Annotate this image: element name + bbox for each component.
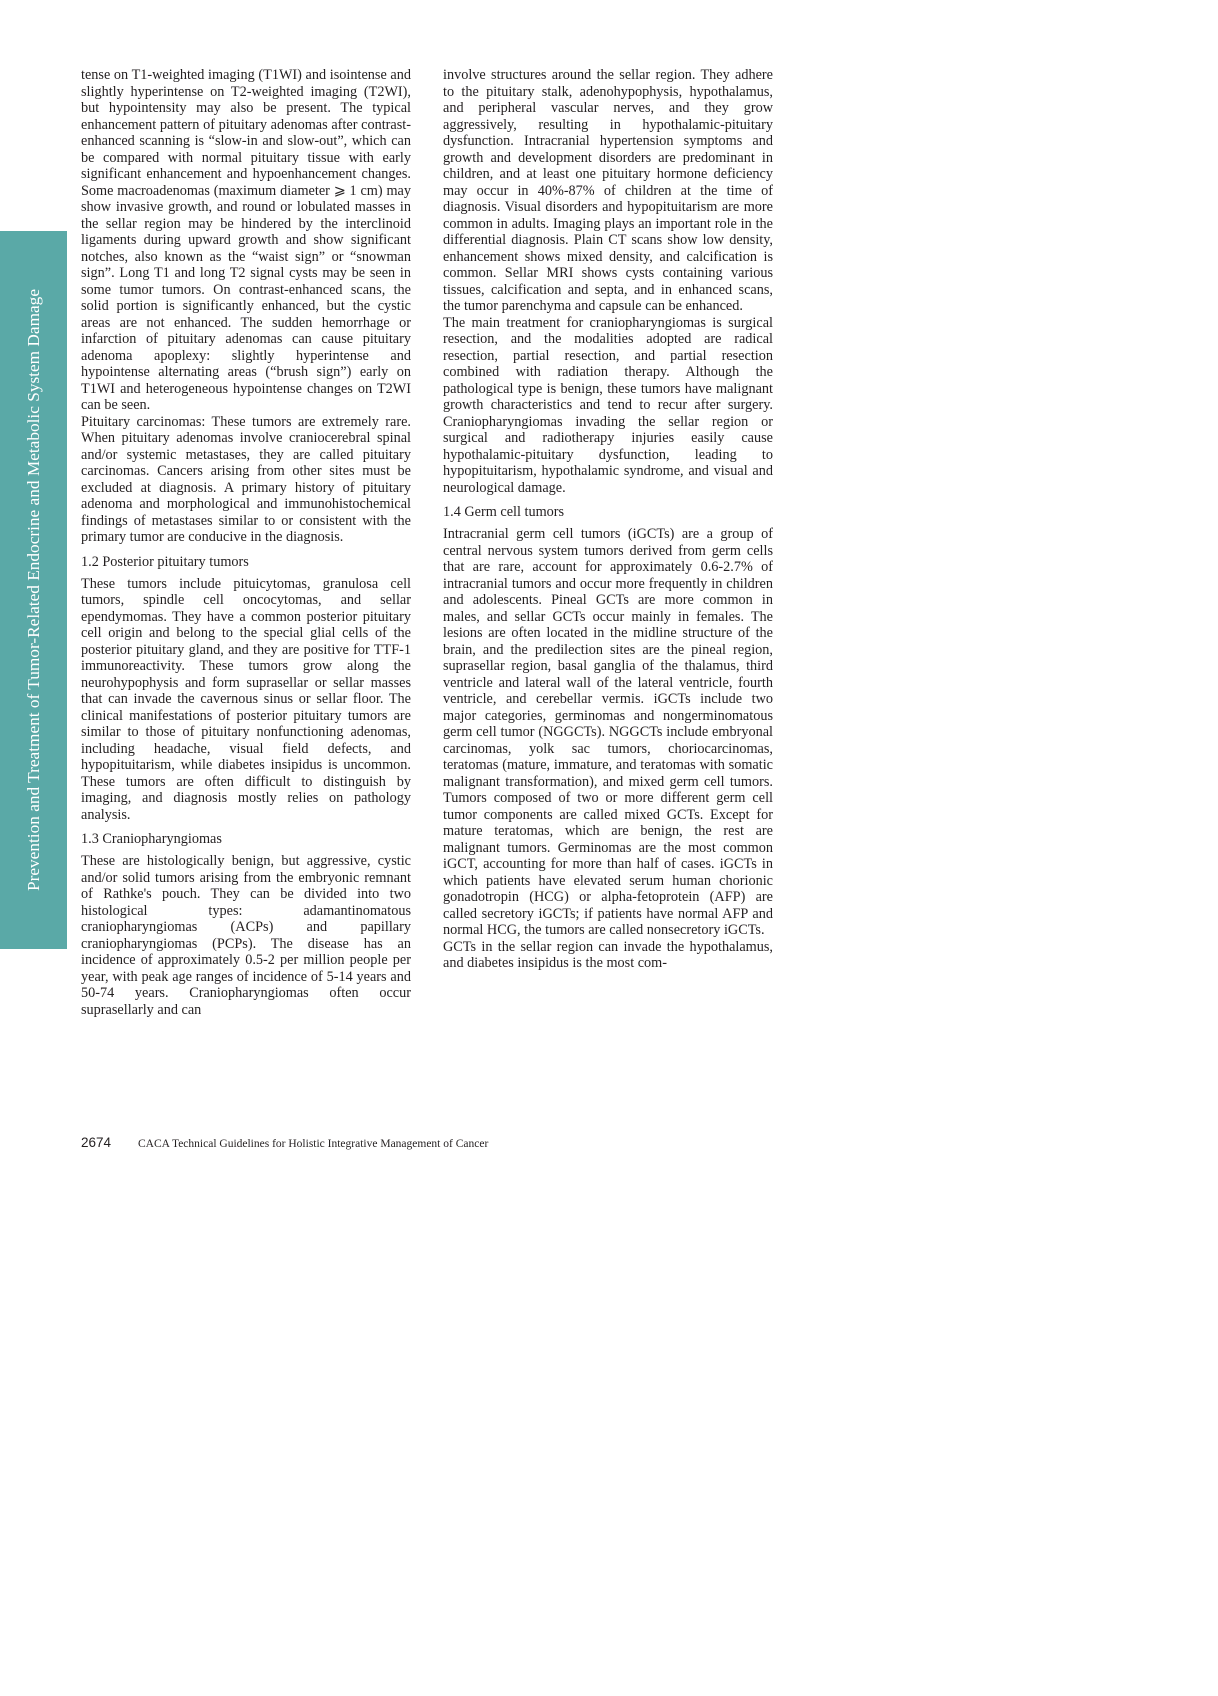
paragraph: tense on T1-weighted imaging (T1WI) and isointense and slightly hyperintense on T2-weighted imaging (T2WI), but hypointensity may also be present. The typical enhancement pattern of pituitary adenomas after contrast-enhanced scanning is “slow-in and slow-out”, which can be compared with normal pituitary tissue with early significant enhancement and hypoenhancement changes. Some macroadenomas (maximum diameter ⩾ 1 cm) may show invasive growth, and round or lobulated masses in the sellar region may be hindered by the interclinoid ligaments during upward growth and show significant notches, also known as the “waist sign” or “snowman sign”. Long T1 and long T2 signal cysts may be seen in some tumor tumors. On contrast-enhanced scans, the solid portion is significantly enhanced, but the cystic areas are not enhanced. The sudden hemorrhage or infarction of pituitary adenomas can cause pituitary adenoma apoplexy: slightly hyperintense and hypointense alternating areas (“brush sign”) early on T1WI and heterogeneous hypointense changes on T2WI can be seen.: [81, 67, 411, 413]
section-heading: 1.4 Germ cell tumors: [443, 504, 565, 520]
paragraph: GCTs in the sellar region can invade the hypothalamus, and diabetes insipidus is the most com-: [443, 938, 773, 971]
side-tab-title: Prevention and Treatment of Tumor-Related Endocrine and Metabolic System Damage: [23, 289, 43, 891]
section-heading: 1.2 Posterior pituitary tumors: [81, 553, 249, 570]
side-section-tab: [0, 231, 67, 949]
paragraph: involve structures around the sellar region. They adhere to the pituitary stalk, adenohypophysis, hypothalamus, and peripheral vascular nerves, and they grow aggressively, resulting in hypothalamic-pituitary dysfunction. Intracranial hypertension symptoms and growth and development disorders are predominant in children, and at least one pituitary hormone deficiency may occur in 40%-87% of children at the time of diagnosis. Visual disorders and hypopituitarism are more common in adults. Imaging plays an important role in the differential diagnosis. Plain CT scans show low density, enhancement shows mixed density, and calcification is common. Sellar MRI shows cysts containing various tissues, calcification and septa, and in enhanced scans, the tumor parenchyma and capsule can be enhanced.: [443, 67, 773, 314]
paragraph: These are histologically benign, but aggressive, cystic and/or solid tumors arising from the embryonic remnant of Rathke's pouch. They can be divided into two histological types: adamantinomatous craniopharyngiomas (ACPs) and papillary craniopharyngiomas (PCPs). The disease has an incidence of approximately 0.5-2 per million people per year, with peak age ranges of incidence of 5-14 years and 50-74 years. Craniopharyngiomas often occur suprasellarly and can: [81, 853, 411, 1018]
paragraph: Intracranial germ cell tumors (iGCTs) are a group of central nervous system tumors derived from germ cells that are rare, account for approximately 0.6-2.7% of intracranial tumors and occur more frequently in children and adolescents. Pineal GCTs are more common in males, and sellar GCTs occur mainly in females. The lesions are often located in the midline structure of the brain, and the predilection sites are the pineal region, suprasellar region, basal ganglia of the thalamus, third ventricle and lateral wall of the lateral ventricle, fourth ventricle, and cerebellar vermis. iGCTs include two major categories, germinomas and nongerminomatous germ cell tumor (NGGCTs). NGGCTs include embryonal carcinomas, yolk sac tumors, choriocarcinomas, teratomas (mature, immature, and teratomas with somatic malignant transformation), and mixed germ cell tumors. Tumors composed of two or more different germ cell tumor components are called mixed GCTs. Except for mature teratomas, which are benign, the rest are malignant tumors. Germinomas are the most common iGCT, accounting for more than half of cases. iGCTs in which patients have elevated serum human chorionic gonadotropin (HCG) or alpha-fetoprotein (AFP) are called secretory iGCTs; if patients have normal AFP and normal HCG, the tumors are called nonsecretory iGCTs.: [443, 526, 773, 938]
paragraph: These tumors include pituicytomas, granulosa cell tumors, spindle cell oncocytomas, and sellar ependymomas. They have a common posterior pituitary cell origin and belong to the special glial cells of the posterior pituitary gland, and they are positive for TTF-1 immunoreactivity. These tumors grow along the neurohypophysis and form suprasellar or sellar masses that can invade the cavernous sinus or sellar floor. The clinical manifestations of posterior pituitary tumors are similar to those of pituitary nonfunctioning adenomas, including headache, visual field defects, and hypopituitarism, while diabetes insipidus is uncommon. These tumors are often difficult to distinguish by imaging, and diagnosis mostly relies on pathology analysis.: [81, 575, 411, 823]
right-text-column: [443, 67, 773, 972]
running-title: CACA Technical Guidelines for Holistic Integrative Management of Cancer: [138, 1138, 489, 1150]
section-heading: 1.3 Craniopharyngiomas: [81, 831, 222, 847]
paragraph: The main treatment for craniopharyngiomas is surgical resection, and the modalities adopted are radical resection, partial resection, and partial resection combined with radiation therapy. Although the pathological type is benign, these tumors have malignant growth characteristics and tend to recur after surgery. Craniopharyngiomas invading the sellar region or surgical and radiotherapy injuries easily cause hypothalamic-pituitary dysfunction, leading to hypopituitarism, hypothalamic syndrome, and visual and neurological damage.: [443, 314, 773, 496]
paragraph: Pituitary carcinomas: These tumors are extremely rare. When pituitary adenomas involve craniocerebral spinal and/or systemic metastases, they are called pituitary carcinomas. Cancers arising from other sites must be excluded at diagnosis. A primary history of pituitary adenoma and morphological and immunohistochemical findings of metastases similar to or consistent with the primary tumor are conducive in the diagnosis.: [81, 413, 411, 545]
page-number: 2674: [81, 1135, 112, 1150]
page-footer: [81, 1135, 488, 1151]
left-text-column: [81, 67, 411, 1018]
